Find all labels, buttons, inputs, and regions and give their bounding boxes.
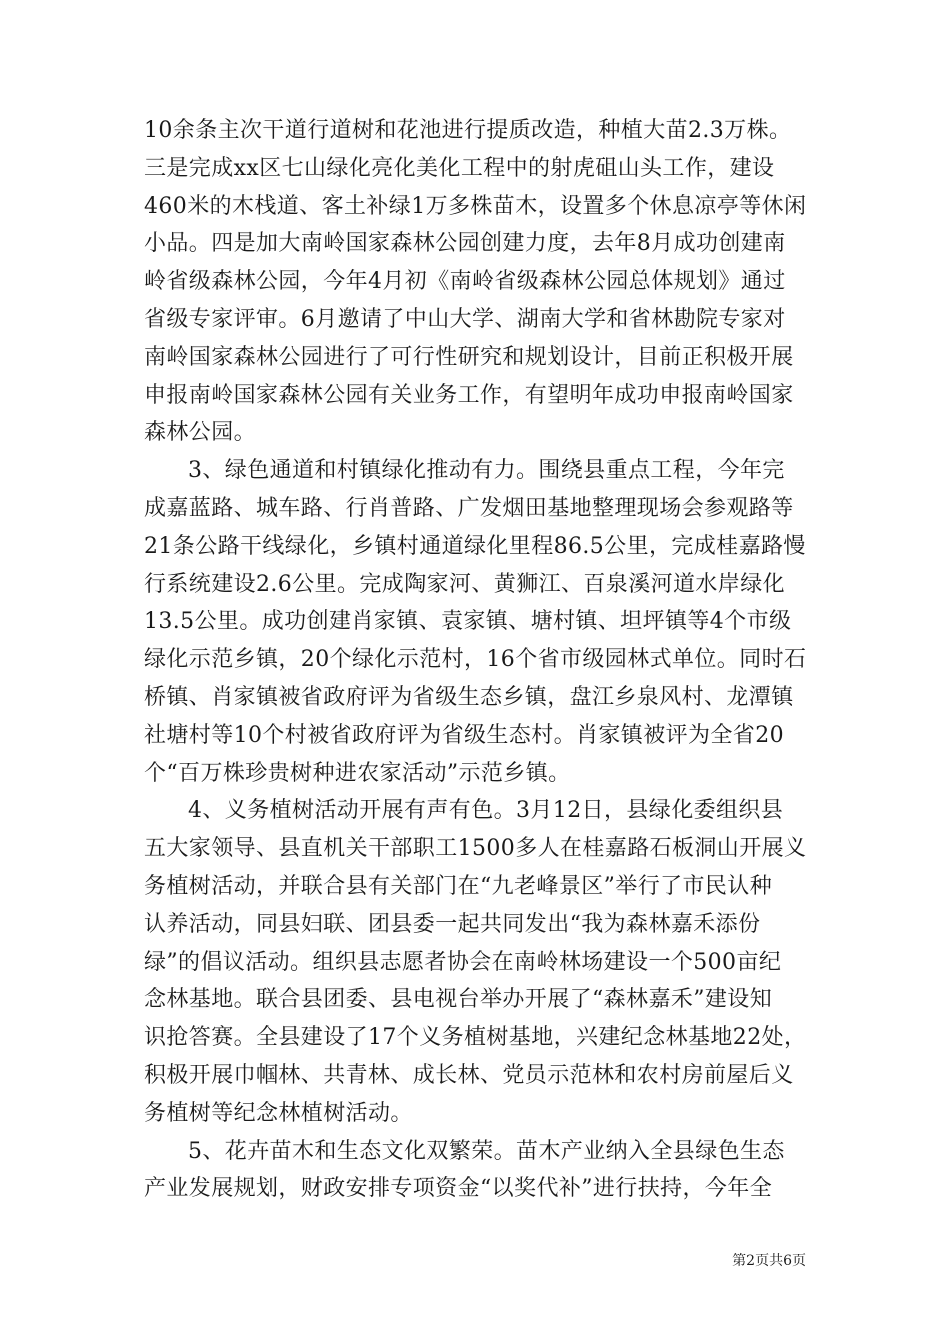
- paragraph: [144, 792, 808, 1132]
- text-line: 务植树等纪念林植树活动。: [144, 1100, 413, 1126]
- text-line: 省级专家评审。6月邀请了中山大学、湖南大学和省林勘院专家对: [144, 306, 786, 332]
- document-body: [144, 112, 808, 1208]
- text-line: 务植树活动，并联合县有关部门在“九老峰景区”举行了市民认种: [144, 873, 773, 899]
- paragraph: [144, 452, 808, 792]
- text-line: 产业发展规划，财政安排专项资金“以奖代补”进行扶持，今年全: [144, 1176, 773, 1202]
- page-number: 第2页共6页: [732, 1253, 806, 1269]
- paragraph: [144, 1133, 808, 1209]
- text-line: 念林基地。联合县团委、县电视台举办开展了“森林嘉禾”建设知: [144, 987, 773, 1013]
- text-line: 积极开展巾帼林、共青林、成长林、党员示范林和农村房前屋后义: [144, 1062, 794, 1088]
- text-line: 460米的木栈道、客土补绿1万多株苗木，设置多个休息凉亭等休闲: [144, 193, 807, 219]
- text-line: 识抢答赛。全县建设了17个义务植树基地，兴建纪念林基地22处，: [144, 1025, 807, 1051]
- text-line: 申报南岭国家森林公园有关业务工作，有望明年成功申报南岭国家: [144, 382, 794, 408]
- text-line: 4、义务植树活动开展有声有色。3月12日，县绿化委组织县: [188, 798, 784, 824]
- text-line: 三是完成xx区七山绿化亮化美化工程中的射虎砠山头工作，建设: [144, 155, 775, 181]
- text-line: 个“百万株珍贵树种进农家活动”示范乡镇。: [144, 760, 571, 786]
- paragraph: [144, 112, 808, 452]
- text-line: 南岭国家森林公园进行了可行性研究和规划设计，目前正积极开展: [144, 344, 794, 370]
- text-line: 桥镇、肖家镇被省政府评为省级生态乡镇，盘江乡泉风村、龙潭镇: [144, 684, 794, 710]
- text-line: 21条公路干线绿化，乡镇村通道绿化里程86.5公里，完成桂嘉路慢: [144, 533, 806, 559]
- text-line: 绿”的倡议活动。组织县志愿者协会在南岭林场建设一个500亩纪: [144, 949, 782, 975]
- text-line: 绿化示范乡镇，20个绿化示范村，16个省市级园林式单位。同时石: [144, 647, 807, 673]
- text-line: 10余条主次干道行道树和花池进行提质改造，种植大苗2.3万株。: [144, 118, 792, 143]
- text-line: 岭省级森林公园，今年4月初《南岭省级森林公园总体规划》通过: [144, 269, 786, 295]
- text-line: 社塘村等10个村被省政府评为省级生态村。肖家镇被评为全省20: [144, 722, 784, 748]
- text-line: 3、绿色通道和村镇绿化推动有力。围绕县重点工程，今年完: [188, 458, 785, 484]
- text-line: 5、花卉苗木和生态文化双繁荣。苗木产业纳入全县绿色生态: [188, 1138, 785, 1164]
- text-line: 成嘉蓝路、城车路、行肖普路、广发烟田基地整理现场会参观路等: [144, 495, 794, 521]
- text-line: 行系统建设2.6公里。完成陶家河、黄狮江、百泉溪河道水岸绿化: [144, 571, 785, 597]
- text-line: 五大家领导、县直机关干部职工1500多人在桂嘉路石板洞山开展义: [144, 836, 807, 862]
- text-line: 小品。四是加大南岭国家森林公园创建力度，去年8月成功创建南: [144, 231, 786, 257]
- text-line: 森林公园。: [144, 420, 257, 446]
- text-line: 13.5公里。成功创建肖家镇、袁家镇、塘村镇、坦坪镇等4个市级: [144, 609, 792, 635]
- text-line: 认养活动，同县妇联、团县委一起共同发出“我为森林嘉禾添份: [144, 911, 761, 937]
